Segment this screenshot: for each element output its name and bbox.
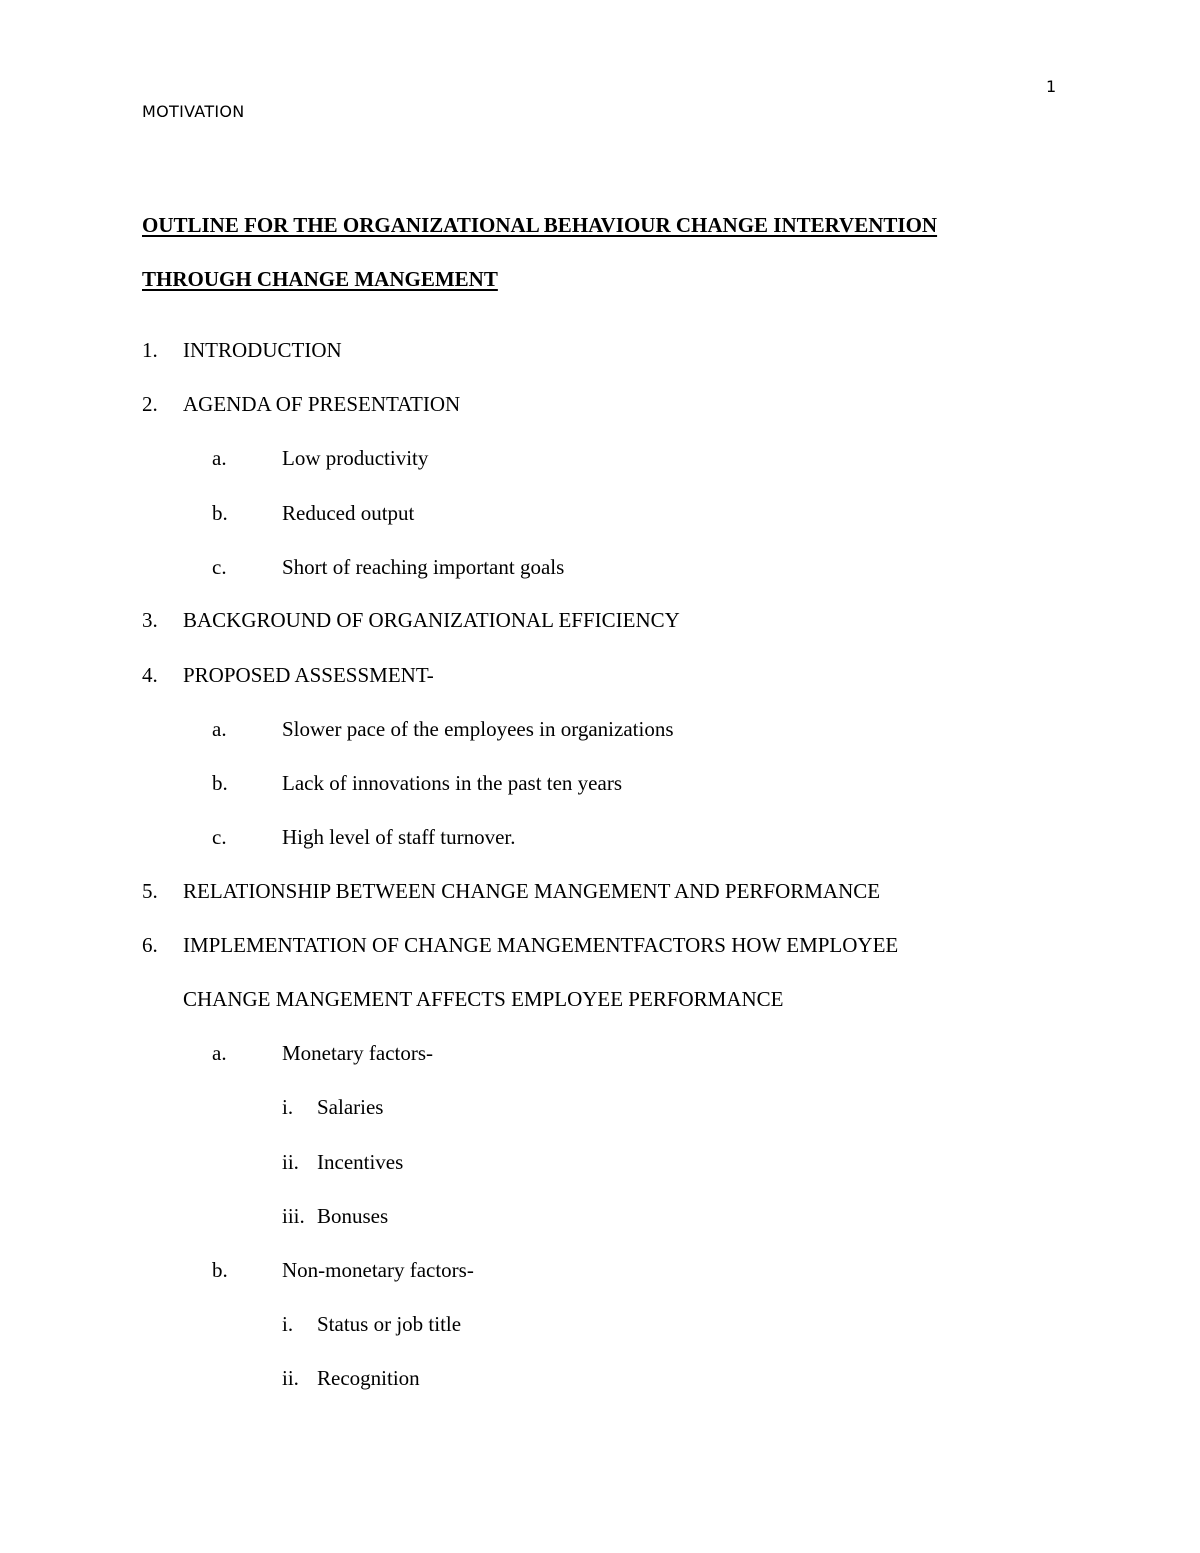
outline-marker: 4. [142,663,158,687]
outline-sub-item: Monetary factors- [282,1041,434,1065]
outline-sub-item: Reduced output [282,501,415,525]
outline-sub-marker: a. [212,446,227,470]
outline-marker: 2. [142,392,158,416]
outline-sub-marker: c. [212,555,227,579]
outline-sub-item: Non-monetary factors- [282,1258,474,1282]
outline-subsub-item: Bonuses [317,1204,389,1228]
document-title-line-1: OUTLINE FOR THE ORGANIZATIONAL BEHAVIOUR CHANGE INTERVENTION [142,213,938,237]
outline-sub-item: High level of staff turnover. [282,825,516,849]
outline-subsub-item: Incentives [317,1150,404,1174]
outline-sub-marker: b. [212,771,228,795]
outline-marker: 6. [142,933,158,957]
outline-sub-marker: b. [212,501,228,525]
outline-marker: 1. [142,338,158,362]
outline-subsub-marker: i. [282,1312,294,1336]
document-title-line-2: THROUGH CHANGE MANGEMENT [142,267,498,291]
outline-subsub-marker: ii. [282,1150,299,1174]
outline-item-implementation-line-1: IMPLEMENTATION OF CHANGE MANGEMENTFACTORS HOW EMPLOYEE [183,933,899,957]
outline-item-relationship: RELATIONSHIP BETWEEN CHANGE MANGEMENT AND PERFORMANCE [183,879,881,903]
outline-marker: 3. [142,608,158,632]
outline-subsub-item: Salaries [317,1095,384,1119]
outline-item-implementation-line-2: CHANGE MANGEMENT AFFECTS EMPLOYEE PERFORMANCE [183,987,784,1011]
outline-sub-item: Short of reaching important goals [282,555,565,579]
outline-item-background: BACKGROUND OF ORGANIZATIONAL EFFICIENCY [183,608,680,632]
outline-sub-marker: a. [212,1041,227,1065]
outline-sub-marker: c. [212,825,227,849]
outline-item-agenda: AGENDA OF PRESENTATION [183,392,461,416]
running-head: MOTIVATION [142,102,245,121]
page-number: 1 [1046,77,1057,96]
outline-marker: 5. [142,879,158,903]
outline-subsub-item: Status or job title [317,1312,462,1336]
outline-subsub-marker: ii. [282,1366,299,1390]
outline-sub-item: Low productivity [282,446,429,470]
outline-sub-marker: a. [212,717,227,741]
outline-subsub-marker: iii. [282,1204,305,1228]
outline-subsub-marker: i. [282,1095,294,1119]
outline-subsub-item: Recognition [317,1366,420,1390]
outline-sub-marker: b. [212,1258,228,1282]
outline-sub-item: Lack of innovations in the past ten years [282,771,622,795]
outline-sub-item: Slower pace of the employees in organizations [282,717,674,741]
outline-item-assessment: PROPOSED ASSESSMENT- [183,663,434,687]
outline-item-introduction: INTRODUCTION [183,338,342,362]
